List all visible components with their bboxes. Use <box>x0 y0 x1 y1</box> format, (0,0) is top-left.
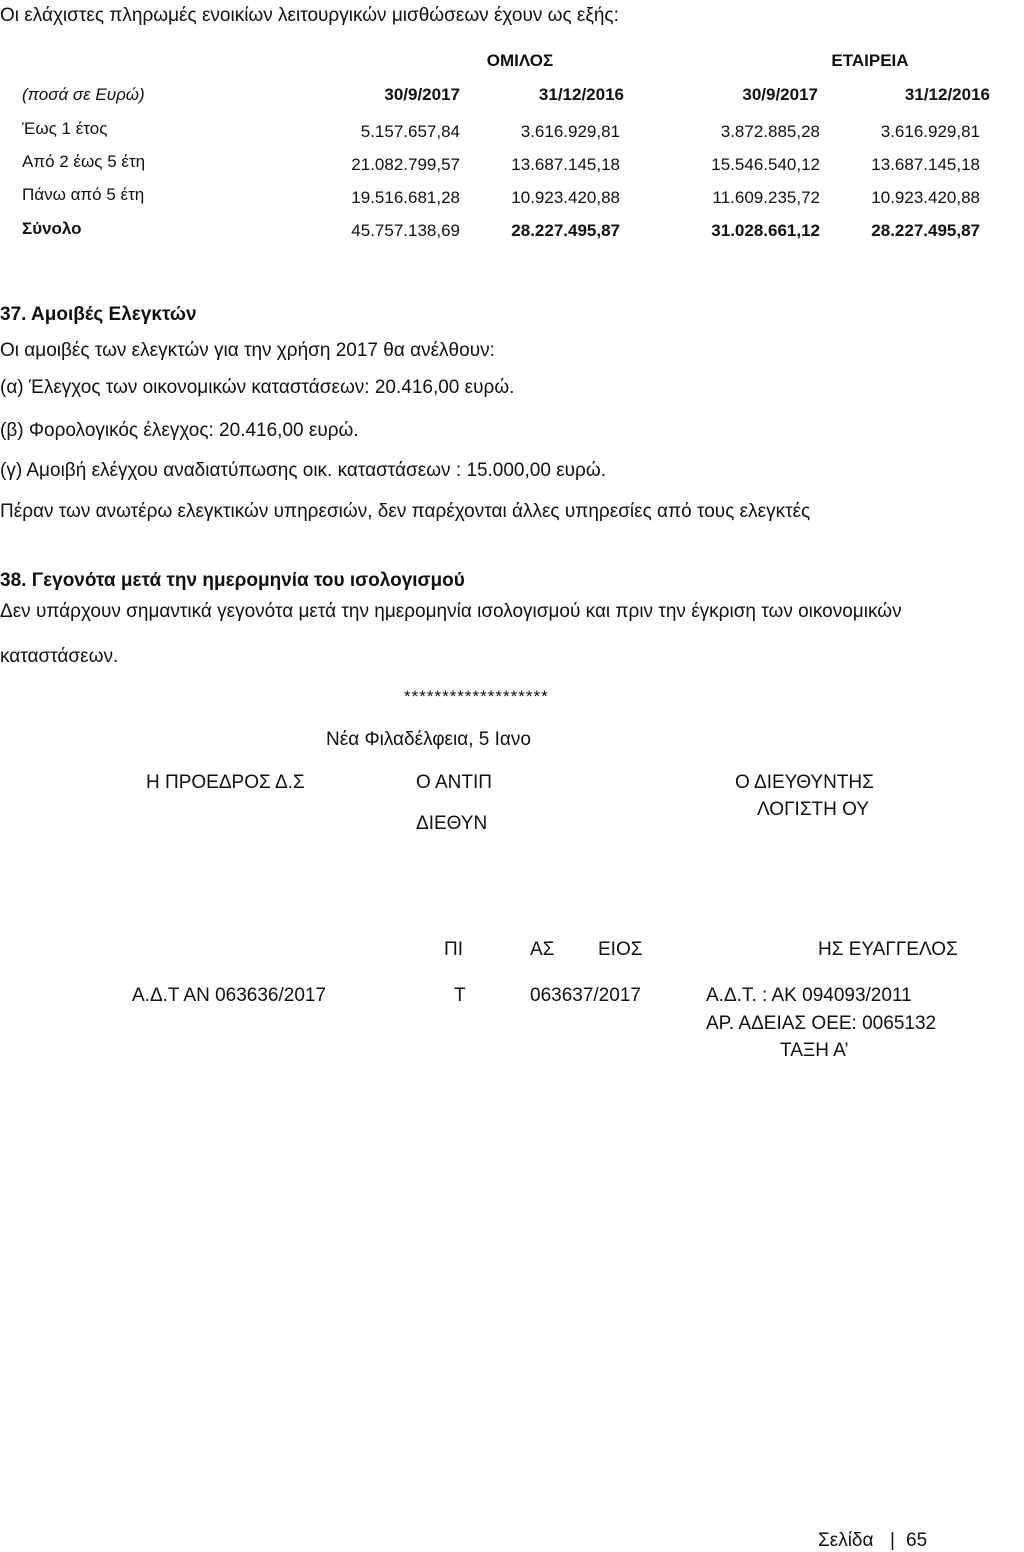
vice-title: Ο ΑΝΤΙΠ <box>416 772 493 793</box>
page-label: Σελίδα <box>818 1530 874 1551</box>
vice-name: ΠΙ <box>444 939 463 960</box>
table-cell: 5.157.657,84 <box>360 122 460 141</box>
director-id: Α.Δ.Τ. : ΑΚ 094093/2011 <box>706 985 912 1006</box>
row-label: Από 2 έως 5 έτη <box>22 152 146 171</box>
row-label-total: Σύνολο <box>22 219 82 238</box>
section-38-title: 38. Γεγονότα μετά την ημερομηνία του ισολογισμού <box>0 570 465 591</box>
row-label: Έως 1 έτος <box>22 119 108 138</box>
table-cell: 3.872.885,28 <box>720 122 820 141</box>
intro-text: Οι ελάχιστες πληρωμές ενοικίων λειτουργικών μισθώσεων έχουν ως εξής: <box>0 5 619 26</box>
section-38-text: καταστάσεων. <box>0 646 119 667</box>
table-cell: 3.616.929,81 <box>880 122 980 141</box>
section-37-title: 37. Αμοιβές Ελεγκτών <box>0 304 197 325</box>
table-cell: 3.616.929,81 <box>520 122 620 141</box>
vice-id: 063637/2017 <box>530 985 641 1006</box>
table-cell: 13.687.145,18 <box>511 155 620 174</box>
table-cell: 11.609.235,72 <box>712 188 820 207</box>
audit-fee-item: (α) Έλεγχος των οικονομικών καταστάσεων: 20.416,00 ευρώ. <box>0 377 515 398</box>
date-header: 31/12/2016 <box>538 85 624 104</box>
table-cell: 31.028.661,12 <box>711 221 820 240</box>
section-37-intro: Οι αμοιβές των ελεγκτών για την χρήση 2017 θα ανέλθουν: <box>0 340 495 361</box>
table-cell: 28.227.495,87 <box>871 221 980 240</box>
company-header: ΕΤΑΙΡΕΙΑ <box>831 51 909 70</box>
vice-id: Τ <box>454 985 466 1006</box>
vice-name: ΕΙΟΣ <box>598 939 643 960</box>
date-header: 30/9/2017 <box>742 85 818 104</box>
director-title: ΛΟΓΙΣΤΗ ΟΥ <box>757 799 870 820</box>
unit-label: (ποσά σε Ευρώ) <box>22 85 145 104</box>
table-cell: 13.687.145,18 <box>871 155 980 174</box>
table-cell: 10.923.420,88 <box>511 188 620 207</box>
group-header: ΟΜΙΛΟΣ <box>486 51 554 70</box>
table-cell: 28.227.495,87 <box>511 221 620 240</box>
date-header: 31/12/2016 <box>904 85 990 104</box>
audit-fee-item: (γ) Αμοιβή ελέγχου αναδιατύπωσης οικ. καταστάσεων : 15.000,00 ευρώ. <box>0 460 606 481</box>
place-date: Νέα Φιλαδέλφεια, 5 Ιανο <box>326 729 531 750</box>
separator-stars: ******************* <box>404 687 549 706</box>
vice-name: ΑΣ <box>530 939 555 960</box>
date-header: 30/9/2017 <box>384 85 460 104</box>
table-cell: 21.082.799,57 <box>351 155 460 174</box>
director-license: ΑΡ. ΑΔΕΙΑΣ ΟΕΕ: 0065132 <box>706 1013 937 1034</box>
chair-title: Η ΠΡΟΕΔΡΟΣ Δ.Σ <box>146 772 305 793</box>
page-separator: | <box>890 1530 895 1551</box>
director-name: ΗΣ ΕΥΑΓΓΕΛΟΣ <box>818 939 958 960</box>
table-cell: 15.546.540,12 <box>711 155 820 174</box>
section-37-note: Πέραν των ανωτέρω ελεγκτικών υπηρεσιών, δεν παρέχονται άλλες υπηρεσίες από τους ελεγκτές <box>0 501 811 522</box>
chair-id: Α.Δ.Τ ΑΝ 063636/2017 <box>132 985 327 1006</box>
page-number: 65 <box>906 1530 928 1551</box>
audit-fee-item: (β) Φορολογικός έλεγχος: 20.416,00 ευρώ. <box>0 420 359 441</box>
table-cell: 10.923.420,88 <box>871 188 980 207</box>
director-class: ΤΑΞΗ Α’ <box>780 1040 849 1061</box>
table-cell: 19.516.681,28 <box>351 188 460 207</box>
vice-title: ΔΙΕΘΥΝ <box>416 813 488 834</box>
section-38-text: Δεν υπάρχουν σημαντικά γεγονότα μετά την ημερομηνία ισολογισμού και πριν την έγκριση των οικονομικών <box>0 601 902 622</box>
director-title: Ο ΔΙΕΥΘΥΝΤΗΣ <box>735 772 874 793</box>
row-label: Πάνω από 5 έτη <box>22 185 145 204</box>
table-cell: 45.757.138,69 <box>351 221 460 240</box>
